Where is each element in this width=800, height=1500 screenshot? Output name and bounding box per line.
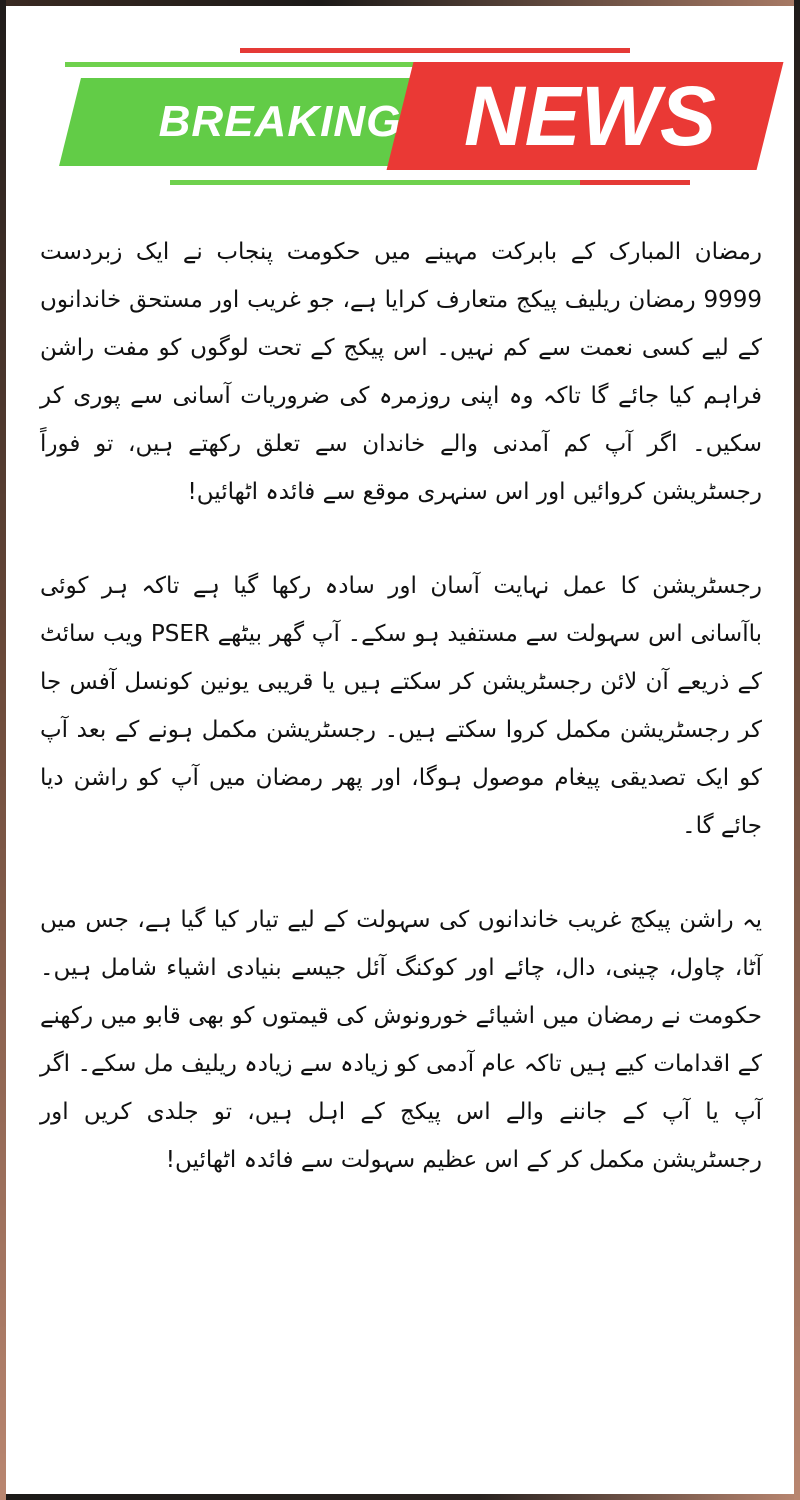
article-paragraph-2: رجسٹریشن کا عمل نہایت آسان اور سادہ رکھا گیا ہے تاکہ ہر کوئی باآسانی اس سہولت سے مستفید ہو سکے۔ آپ گھر بیٹھے PSER ویب سائٹ کے ذریعے آن لائن رجسٹریشن کر سکتے ہیں یا قریبی یونین کونسل آفس جا کر رجسٹریشن مکمل کروا سکتے ہیں۔ رجسٹریشن مکمل ہونے کے بعد آپ کو ایک تصدیقی پیغام موصول ہوگا، اور پھر رمضان میں آپ کو راشن دیا جائے گا۔ [40,573,763,839]
article-body [40,228,762,1230]
banner-accent-line-red [240,48,630,53]
border-top [0,0,800,6]
banner-underline-green [170,180,590,185]
news-label: NEWS [464,69,716,163]
border-right [794,0,800,1500]
banner-underline-red [580,180,690,185]
border-left [0,0,6,1500]
border-bottom [0,1494,800,1500]
article-paragraph-1: رمضان المبارک کے بابرکت مہینے میں حکومت پنجاب نے ایک زبردست 9999 رمضان ریلیف پیکج متعارف کرایا ہے، جو غریب اور مستحق خاندانوں کے لیے کسی نعمت سے کم نہیں۔ اس پیکج کے تحت لوگوں کو مفت راشن فراہم کیا جائے گا تاکہ وہ اپنی روزمرہ کی ضروریات آسانی سے پوری کر سکیں۔ اگر آپ کم آمدنی والے خاندان سے تعلق رکھتے ہیں، تو فوراً رجسٹریشن کروائیں اور اس سنہری موقع سے فائدہ اٹھائیں! [40,239,762,505]
breaking-news-banner [40,40,780,200]
breaking-label: BREAKING [158,97,402,146]
article-paragraph-3: یہ راشن پیکج غریب خاندانوں کی سہولت کے لیے تیار کیا گیا ہے، جس میں آٹا، چاول، چینی، دال، چائے اور کوکنگ آئل جیسے بنیادی اشیاء شامل ہیں۔ حکومت نے رمضان میں اشیائے خورونوش کی قیمتوں کو بھی قابو میں رکھنے کے اقدامات کیے ہیں تاکہ عام آدمی کو زیادہ سے زیادہ ریلیف مل سکے۔ اگر آپ یا آپ کے جاننے والے اس پیکج کے اہل ہیں، تو جلدی کریں اور رجسٹریشن مکمل کر کے اس عظیم سہولت سے فائدہ اٹھائیں! [40,907,762,1173]
